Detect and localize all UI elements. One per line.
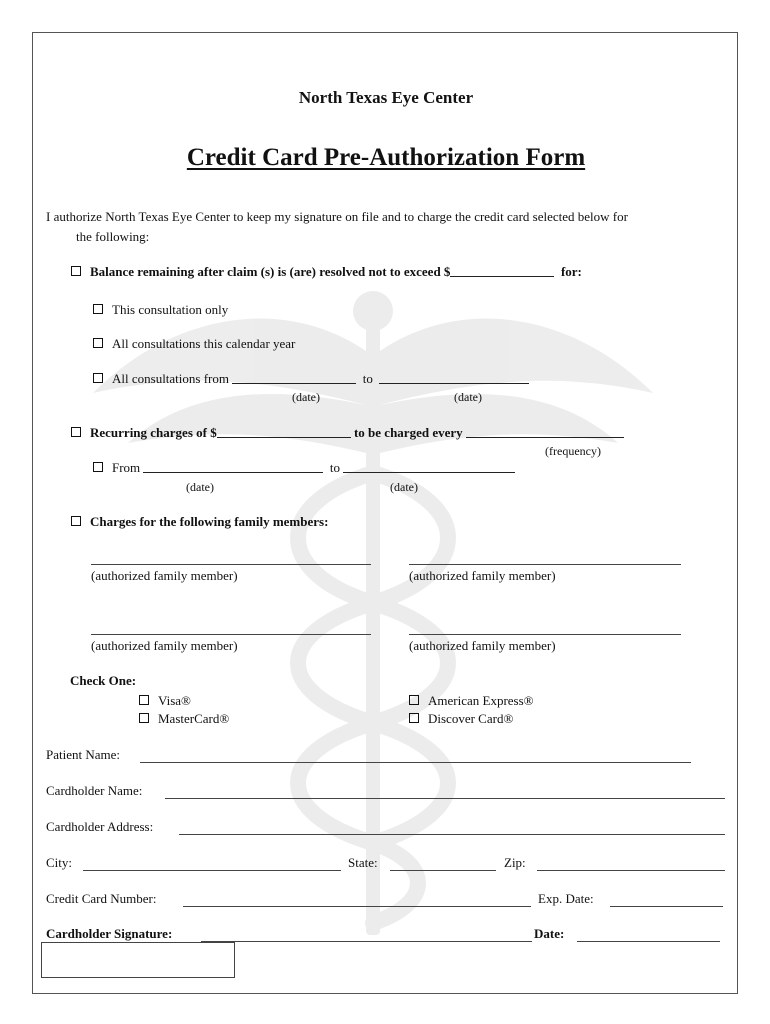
state-field[interactable]: [390, 870, 496, 871]
family-member-caption-2: (authorized family member): [409, 568, 556, 583]
intro-line-1: I authorize North Texas Eye Center to keep my signature on file and to charge the credit card selected below for: [46, 209, 628, 224]
all-from-end-date-field[interactable]: [379, 371, 529, 384]
recurring-checkbox[interactable]: [71, 427, 81, 437]
intro-line-2: the following:: [76, 229, 150, 244]
this-consultation-option[interactable]: [93, 302, 228, 318]
visa-option[interactable]: [139, 693, 191, 709]
form-title: Credit Card Pre-Authorization Form: [186, 144, 586, 171]
balance-label: Balance remaining after claim (s) is (are) resolved not to exceed $: [90, 264, 451, 279]
date-label: Date:: [534, 926, 565, 941]
recurring-amount-field[interactable]: [217, 425, 351, 438]
family-checkbox[interactable]: [71, 516, 81, 526]
form-page: [32, 32, 738, 994]
amex-option[interactable]: [409, 693, 534, 709]
family-label: Charges for the following family members:: [90, 514, 329, 529]
all-from-start-date-field[interactable]: [232, 371, 356, 384]
frequency-caption: (frequency): [545, 444, 601, 458]
visa-label: Visa®: [158, 693, 191, 708]
recurring-option[interactable]: [71, 425, 624, 441]
all-from-checkbox[interactable]: [93, 373, 103, 383]
card-number-field[interactable]: [183, 906, 531, 907]
discover-option[interactable]: [409, 711, 513, 727]
family-member-caption-3: (authorized family member): [91, 638, 238, 653]
cardholder-name-label: Cardholder Name:: [46, 783, 143, 798]
balance-suffix: for:: [560, 264, 582, 279]
city-label: City:: [46, 855, 73, 870]
recurring-label: Recurring charges of $: [90, 425, 217, 440]
patient-name-field[interactable]: [140, 762, 691, 763]
visa-checkbox[interactable]: [139, 695, 149, 705]
all-year-checkbox[interactable]: [93, 338, 103, 348]
cardholder-address-field[interactable]: [179, 834, 725, 835]
signature-box[interactable]: [41, 942, 235, 978]
recurring-from-option[interactable]: [93, 460, 515, 476]
zip-field[interactable]: [537, 870, 725, 871]
family-member-caption-1: (authorized family member): [91, 568, 238, 583]
all-from-date-caption-1: (date): [292, 390, 320, 404]
recurring-from-label: From: [112, 460, 141, 475]
charged-every-label: to be charged every: [353, 425, 463, 440]
mastercard-label: MasterCard®: [158, 711, 230, 726]
cardholder-name-field[interactable]: [165, 798, 725, 799]
org-name: North Texas Eye Center: [298, 88, 474, 107]
zip-label: Zip:: [504, 855, 526, 870]
date-field[interactable]: [577, 941, 720, 942]
patient-name-label: Patient Name:: [46, 747, 121, 762]
recurring-to-label: to: [329, 460, 341, 475]
all-from-label: All consultations from: [112, 371, 229, 386]
recurring-from-checkbox[interactable]: [93, 462, 103, 472]
family-member-field-3[interactable]: [91, 634, 371, 635]
mastercard-option[interactable]: [139, 711, 229, 727]
discover-checkbox[interactable]: [409, 713, 419, 723]
balance-amount-field[interactable]: [450, 264, 554, 277]
this-consultation-checkbox[interactable]: [93, 304, 103, 314]
exp-date-label: Exp. Date:: [538, 891, 594, 906]
discover-label: Discover Card®: [428, 711, 514, 726]
card-number-label: Credit Card Number:: [46, 891, 157, 906]
cardholder-address-label: Cardholder Address:: [46, 819, 154, 834]
recurring-frequency-field[interactable]: [466, 425, 624, 438]
state-label: State:: [348, 855, 378, 870]
family-member-field-2[interactable]: [409, 564, 681, 565]
all-year-option[interactable]: [93, 336, 295, 352]
this-consultation-label: This consultation only: [112, 302, 229, 317]
check-one-label: Check One:: [70, 673, 137, 688]
amex-label: American Express®: [428, 693, 534, 708]
all-from-option[interactable]: [93, 371, 529, 387]
signature-field[interactable]: [201, 941, 532, 942]
mastercard-checkbox[interactable]: [139, 713, 149, 723]
recurring-date-caption-1: (date): [186, 480, 214, 494]
all-from-to-label: to: [362, 371, 373, 386]
family-member-field-4[interactable]: [409, 634, 681, 635]
recurring-start-date-field[interactable]: [143, 460, 323, 473]
all-from-date-caption-2: (date): [454, 390, 482, 404]
exp-date-field[interactable]: [610, 906, 723, 907]
family-option[interactable]: [71, 514, 328, 530]
all-year-label: All consultations this calendar year: [112, 336, 296, 351]
balance-checkbox[interactable]: [71, 266, 81, 276]
balance-option[interactable]: [71, 264, 582, 280]
amex-checkbox[interactable]: [409, 695, 419, 705]
recurring-end-date-field[interactable]: [343, 460, 515, 473]
recurring-date-caption-2: (date): [390, 480, 418, 494]
family-member-caption-4: (authorized family member): [409, 638, 556, 653]
city-field[interactable]: [83, 870, 341, 871]
signature-label: Cardholder Signature:: [46, 926, 173, 941]
family-member-field-1[interactable]: [91, 564, 371, 565]
